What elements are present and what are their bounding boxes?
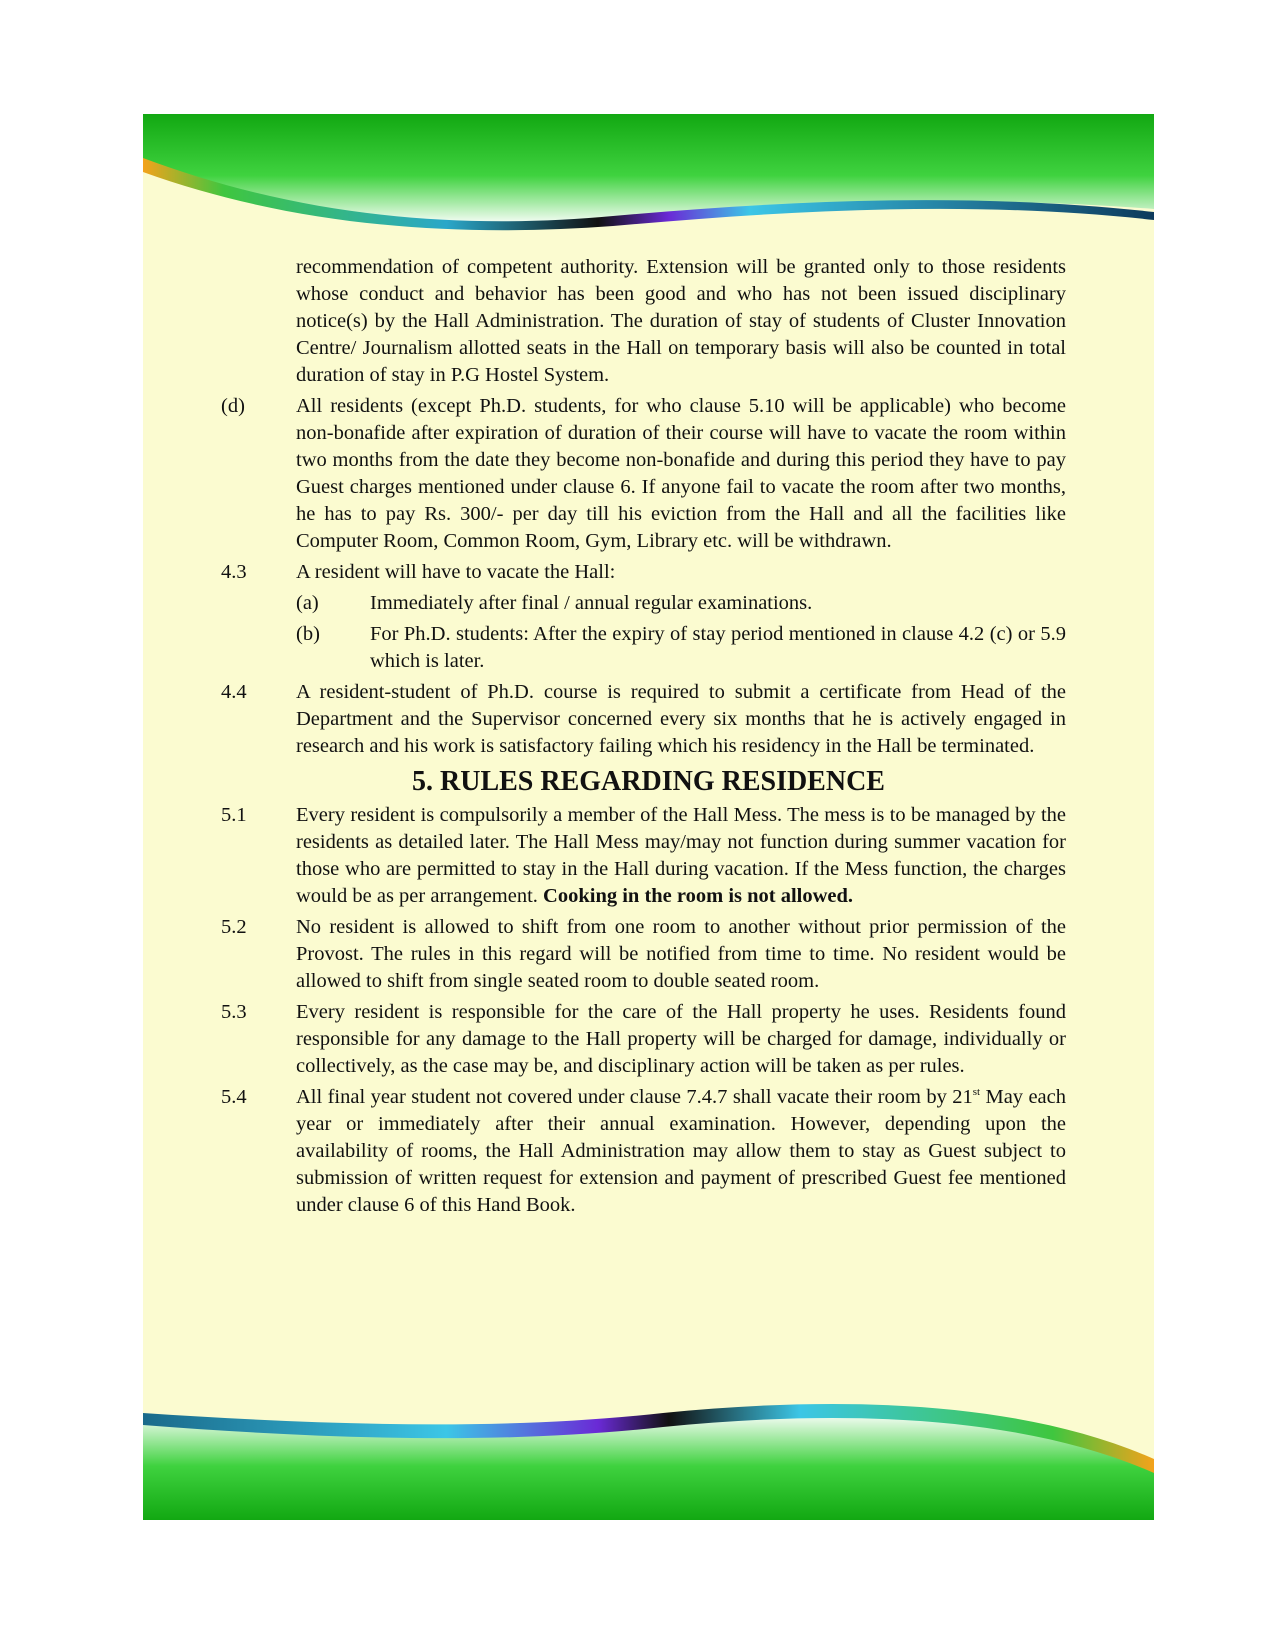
clause-4-3-text: A resident will have to vacate the Hall: bbox=[296, 561, 616, 583]
clause-5-3-text: Every resident is responsible for the care of the Hall property he uses. Residents found responsible for any damage to the Hall property will be charged for damage, individually or collectively, as the case may be, and disciplinary action will be taken as per rules. bbox=[296, 1001, 1066, 1077]
clause-5-2 bbox=[143, 914, 1066, 995]
top-decorative-banner bbox=[143, 114, 1154, 239]
clause-5-2-number: 5.2 bbox=[221, 916, 247, 938]
clause-4-3 bbox=[143, 559, 1066, 586]
bottom-decorative-banner bbox=[143, 1395, 1154, 1520]
clause-5-4-text-before: All final year student not covered under clause 7.4.7 shall vacate their room by 21 bbox=[296, 1086, 973, 1108]
section-heading: 5. RULES REGARDING RESIDENCE bbox=[412, 766, 885, 797]
clause-5-1-bold-text: Cooking in the room is not allowed. bbox=[543, 885, 854, 907]
clause-5-4-number: 5.4 bbox=[221, 1086, 247, 1108]
clause-5-2-text: No resident is allowed to shift from one room to another without prior permission of the Provost. The rules in this regard will be notified from time to time. No resident would be allowed to shift from single seated room to double seated room. bbox=[296, 916, 1066, 992]
clause-5-1-number: 5.1 bbox=[221, 804, 247, 826]
clause-4-3-a-number: (a) bbox=[296, 592, 319, 614]
clause-4-3-b-number: (b) bbox=[296, 623, 320, 645]
clause-5-4-text-after: May each year or immediately after their annual examination. However, depending upon the availability of rooms, the Hall Administration may allow them to stay as Guest subject to submission of written request for extension and payment of prescribed Guest fee mentioned under clause 6 of this Hand Book. bbox=[296, 1086, 1067, 1216]
clause-4-3-b bbox=[143, 621, 1066, 675]
clause-4-4-text: A resident-student of Ph.D. course is required to submit a certificate from Head of the Department and the Supervisor concerned every six months that he is actively engaged in research and his work is satisfactory failing which his residency in the Hall be terminated. bbox=[296, 681, 1066, 757]
clause-4-4-number: 4.4 bbox=[221, 681, 247, 703]
clause-4-3-number: 4.3 bbox=[221, 561, 247, 583]
clause-4-4 bbox=[143, 679, 1066, 760]
clause-5-3-number: 5.3 bbox=[221, 1001, 247, 1023]
item-d-text: All residents (except Ph.D. students, for who clause 5.10 will be applicable) who become non-bonafide after expiration of duration of their course will have to vacate the room within two months from the date they become non-bonafide and during this period they have to pay Guest charges mentioned under clause 6. If anyone fail to vacate the room after two months, he has to pay Rs. 300/- per day till his eviction from the Hall and all the facilities like Computer Room, Common Room, Gym, Library etc. will be withdrawn. bbox=[296, 395, 1066, 552]
continuation-text: recommendation of competent authority. Extension will be granted only to those residents whose conduct and behavior has been good and who has not been issued disciplinary notice(s) by the Hall Administration. The duration of stay of students of Cluster Innovation Centre/ Journalism allotted seats in the Hall on temporary basis will also be counted in total duration of stay in P.G Hostel System. bbox=[296, 256, 1066, 386]
clause-4-3-a-text: Immediately after final / annual regular examinations. bbox=[370, 592, 813, 614]
item-d-number: (d) bbox=[221, 395, 245, 417]
page-panel bbox=[143, 114, 1154, 1520]
clause-4-3-a bbox=[143, 590, 1066, 617]
continuation-paragraph bbox=[143, 254, 1066, 389]
document-body bbox=[143, 254, 1154, 1223]
clause-5-1 bbox=[143, 802, 1066, 910]
clause-5-1-text: Every resident is compulsorily a member of the Hall Mess. The mess is to be managed by the residents as detailed later. The Hall Mess may/may not function during summer vacation for those who are permitted to stay in the Hall during vacation. If the Mess function, the charges would be as per arrangement. bbox=[296, 804, 1066, 907]
clause-5-4-superscript: st bbox=[972, 1086, 981, 1099]
clause-5-3 bbox=[143, 999, 1066, 1080]
item-d bbox=[143, 393, 1066, 555]
clause-4-3-b-text: For Ph.D. students: After the expiry of stay period mentioned in clause 4.2 (c) or 5.9 which is later. bbox=[370, 623, 1066, 672]
clause-5-4 bbox=[143, 1084, 1066, 1219]
